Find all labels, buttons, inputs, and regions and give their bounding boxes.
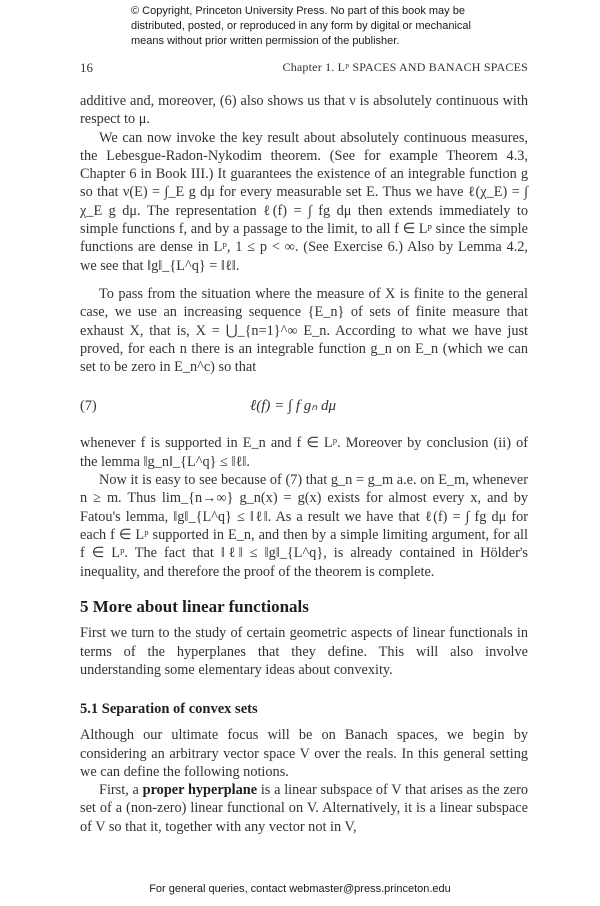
section-intro: First we turn to the study of certain geometric aspects of linear functionals in terms of the hyperplanes that they define. This will also involve understanding some elementary ideas about convexity. <box>80 625 528 678</box>
running-head <box>80 60 528 76</box>
equation-body: ℓ(f) = ∫ f gₙ dμ <box>250 398 337 415</box>
paragraph-continuation: additive and, moreover, (6) also shows us that ν is absolutely continuous with respect to μ. <box>80 93 528 128</box>
footer-contact: For general queries, contact webmaster@press.princeton.edu <box>149 883 451 895</box>
subsection-heading: 5.1 Separation of convex sets <box>80 701 258 717</box>
chapter-title: Chapter 1. Lᵖ SPACES AND BANACH SPACES <box>282 60 528 74</box>
subsection-paragraph-2 <box>80 781 528 836</box>
paragraph-proof-complete: Now it is easy to see because of (7) that g_n = g_m a.e. on E_m, whenever n ≥ m. Thus lim_{n→∞} g_n(x) = g(x) exists for almost every x, and by Fatou's lemma, ‖g‖_{L^q} ≤ ‖ℓ‖. As a result we have that ℓ(f) = ∫ fg dμ for each f ∈ Lᵖ supported in E_n, and then by a simple limiting argument, for all f ∈ Lᵖ. The fact that ‖ℓ‖ ≤ ‖g‖_{L^q}, is already contained in Hölder's inequality, and therefore the proof of the theorem is complete. <box>80 472 528 580</box>
equation-7 <box>80 382 528 430</box>
text-run: First, a <box>99 782 143 799</box>
copyright-line-2: distributed, posted, or reproduced in any form by digital or mechanical <box>131 20 471 32</box>
paragraph-general-case: To pass from the situation where the measure of X is finite to the general case, we use an increasing sequence {E_n} of sets of finite measure that exhaust X, that is, X = ⋃_{n=1}^∞ E_n. According to what we have just proved, for each n there is an integrable function g_n on E_n (which we can set to be zero in E_n^c) so that <box>80 285 528 376</box>
section-heading: 5 More about linear functionals <box>80 597 309 616</box>
equation-number: (7) <box>80 398 97 415</box>
page-number: 16 <box>80 60 93 75</box>
paragraph-supported: whenever f is supported in E_n and f ∈ Lᵖ. Moreover by conclusion (ii) of the lemma ‖g_n‖_{L^q} ≤ ‖ℓ‖. <box>80 435 528 470</box>
page-body <box>80 92 528 581</box>
paragraph-radon-nikodym: We can now invoke the key result about absolutely continuous measures, the Lebesgue-Radon-Nykodim theorem. (See for example Theorem 4.3, Chapter 6 in Book III.) It guarantees the existence of an integrable function g so that ν(E) = ∫_E g dμ for every measurable set E. Thus we have ℓ(χ_E) = ∫ χ_E g dμ. The representation ℓ(f) = ∫ fg dμ then extends immediately to simple functions f, and by a passage to the limit, to all f ∈ Lᵖ since the simple functions are dense in Lᵖ, 1 ≤ p < ∞. (See Exercise 6.) Also by Lemma 4.2, we see that ‖g‖_{L^q} = ‖ℓ‖. <box>80 129 528 274</box>
copyright-notice <box>131 4 491 49</box>
copyright-line-1: © Copyright, Princeton University Press. No part of this book may be <box>131 5 465 17</box>
copyright-line-3: means without prior written permission of the publisher. <box>131 35 400 47</box>
text-run: is a linear subspace of V that arises as the zero set of a (non-zero) linear functional on V. Alternatively, it is a linear subspace of V so that it, together with any vector not in V, <box>80 782 528 835</box>
subsection-paragraph-1: Although our ultimate focus will be on Banach spaces, we begin by considering an arbitrary vector space V over the reals. In this general setting we can define the following notions. <box>80 727 528 780</box>
defined-term: proper hyperplane <box>142 782 258 799</box>
section-5 <box>80 598 528 679</box>
subsection-5-1 <box>80 700 528 836</box>
